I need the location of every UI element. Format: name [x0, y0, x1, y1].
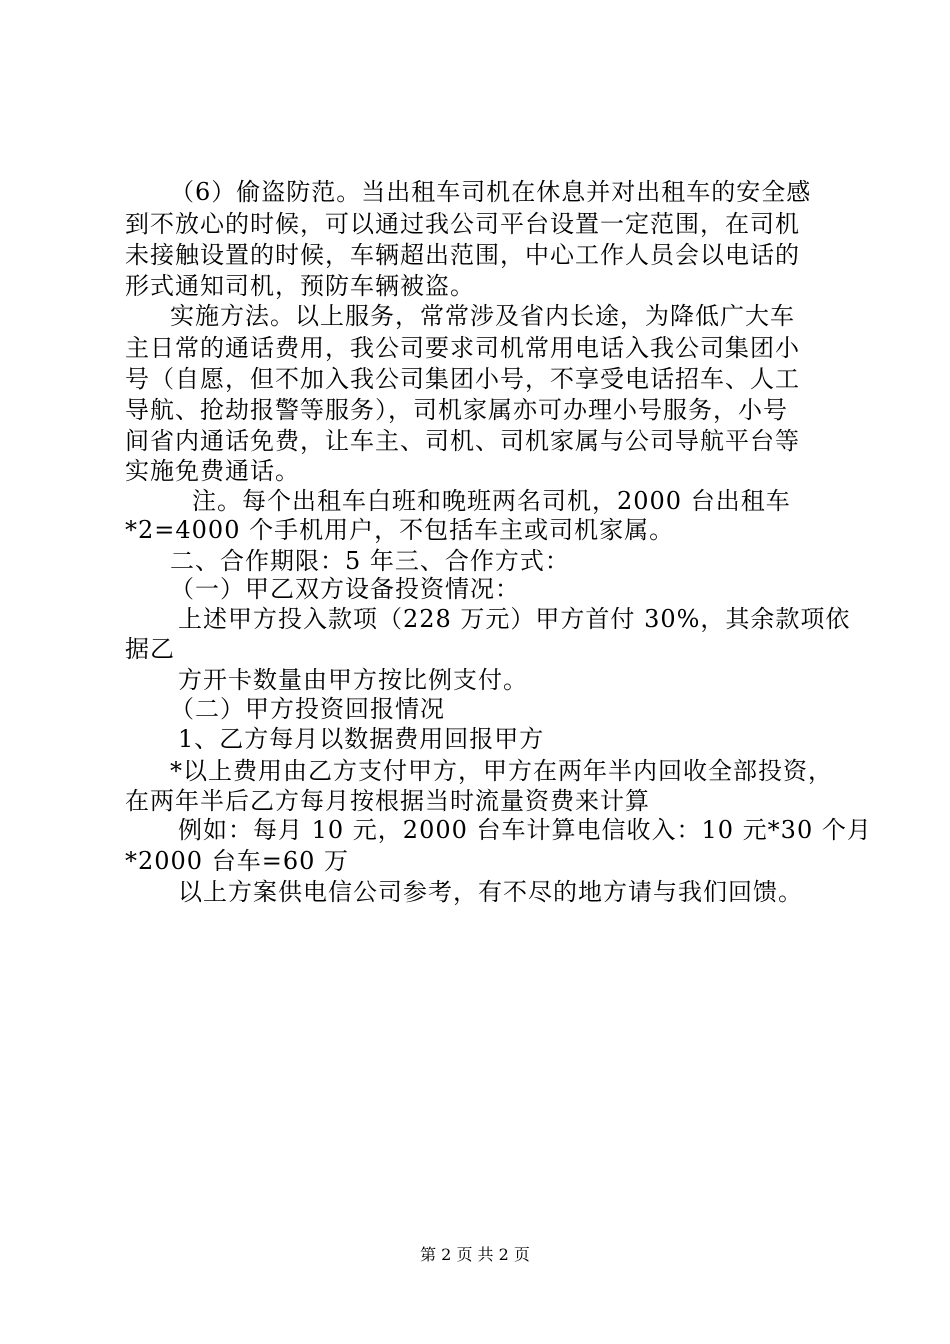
text-line: 以上方案供电信公司参考，有不尽的地方请与我们回馈。	[178, 878, 803, 906]
text-line: *2=4000 个手机用户，不包括车主或司机家属。	[125, 516, 675, 544]
text-line: 1、乙方每月以数据费用回报甲方	[178, 725, 545, 753]
text-line: （6）偷盗防范。当出租车司机在休息并对出租车的安全感	[170, 178, 812, 206]
text-line: 号（自愿，但不加入我公司集团小号，不享受电话招车、人工	[125, 365, 800, 393]
text-line: 形式通知司机，预防车辆被盗。	[125, 272, 475, 300]
text-line: 主日常的通话费用，我公司要求司机常用电话入我公司集团小	[125, 334, 800, 362]
text-line: 二、合作期限：5 年三、合作方式：	[170, 547, 570, 575]
text-line: 间省内通话免费，让车主、司机、司机家属与公司导航平台等	[125, 427, 800, 455]
text-line: 到不放心的时候，可以通过我公司平台设置一定范围，在司机	[125, 210, 800, 238]
text-line: 据乙	[125, 635, 175, 663]
text-line: （二）甲方投资回报情况	[170, 695, 445, 723]
text-line: 导航、抢劫报警等服务），司机家属亦可办理小号服务，小号	[125, 396, 788, 424]
text-line: *2000 台车=60 万	[125, 847, 349, 875]
text-line: 注。每个出租车白班和晚班两名司机，2000 台出租车	[192, 487, 791, 515]
text-line: 在两年半后乙方每月按根据当时流量资费来计算	[125, 787, 650, 815]
text-line: 实施方法。以上服务，常常涉及省内长途，为降低广大车	[170, 302, 795, 330]
text-line: 方开卡数量由甲方按比例支付。	[178, 666, 528, 694]
text-line: *以上费用由乙方支付甲方，甲方在两年半内回收全部投资，	[170, 757, 833, 785]
text-line: 未接触设置的时候，车辆超出范围，中心工作人员会以电话的	[125, 241, 800, 269]
text-line: （一）甲乙双方设备投资情况：	[170, 575, 520, 603]
text-line: 上述甲方投入款项（228 万元）甲方首付 30%，其余款项依	[178, 605, 851, 633]
text-line: 实施免费通话。	[125, 457, 300, 485]
text-line: 例如：每月 10 元，2000 台车计算电信收入：10 元*30 个月	[178, 816, 872, 844]
page-footer: 第 2 页 共 2 页	[420, 1245, 530, 1264]
